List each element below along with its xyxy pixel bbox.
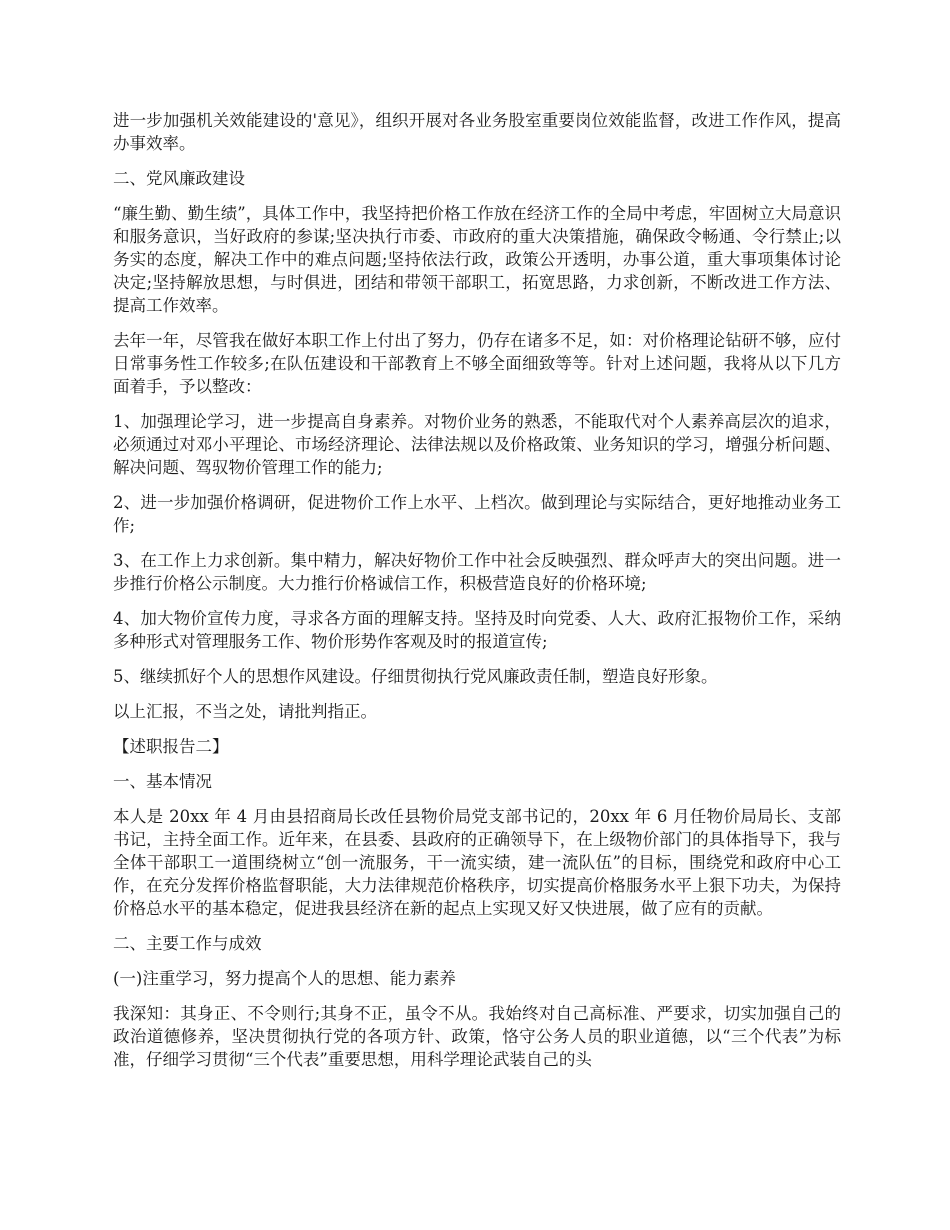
paragraph-shortcomings: 去年一年，尽管我在做好本职工作上付出了努力，仍存在诸多不足，如：对价格理论钻研不够，应付日常事务性工作较多;在队伍建设和干部教育上不够全面细致等等。针对上述问题，我将从以下几方面着手，予以整改： xyxy=(113,331,841,396)
document-body xyxy=(113,109,841,1083)
paragraph-study: 我深知：其身正、不令则行;其身不正，虽令不从。我始终对自己高标准、严要求，切实加强自己的政治道德修养，坚决贯彻执行党的各项方针、政策，恪守公务人员的职业道德，以“三个代表”为标准，仔细学习贯彻“三个代表”重要思想，用科学理论武装自己的头 xyxy=(113,1004,841,1069)
list-item-1: 1、加强理论学习，进一步提高自身素养。对物价业务的熟悉，不能取代对个人素养高层次的追求，必须通过对邓小平理论、市场经济理论、法律法规以及价格政策、业务知识的学习，增强分析问题、解决问题、驾驭物价管理工作的能力; xyxy=(113,412,841,477)
heading-study: (一)注重学习，努力提高个人的思想、能力素养 xyxy=(113,969,456,988)
heading-basic-situation: 一、基本情况 xyxy=(113,772,212,791)
list-item-3: 3、在工作上力求创新。集中精力，解决好物价工作中社会反映强烈、群众呼声大的突出问题。进一步推行价格公示制度。大力推行价格诚信工作，积极营造良好的价格环境; xyxy=(113,551,841,593)
paragraph-efficiency-opinion: 进一步加强机关效能建设的'意见》，组织开展对各业务股室重要岗位效能监督，改进工作作风，提高办事效率。 xyxy=(113,111,841,153)
heading-main-work: 二、主要工作与成效 xyxy=(113,934,262,953)
list-item-2: 2、进一步加强价格调研，促进物价工作上水平、上档次。做到理论与实际结合，更好地推动业务工作; xyxy=(113,493,841,535)
paragraph-basic-situation: 本人是 20xx 年 4 月由县招商局长改任县物价局党支部书记的，20xx 年 6 月任物价局局长、支部书记，主持全面工作。近年来，在县委、县政府的正确领导下，在上级物价部门的具体指导下，我与全体干部职工一道围绕树立“创一流服务，干一流实绩，建一流队伍”的目标，围绕党和政府中心工作，在充分发挥价格监督职能，大力法律规范价格秩序，切实提高价格服务水平上狠下功夫，为保持价格总水平的基本稳定，促进我县经济在新的起点上实现又好又快进展，做了应有的贡献。 xyxy=(113,807,841,918)
paragraph-integrity-work: “廉生勤、勤生绩”，具体工作中，我坚持把价格工作放在经济工作的全局中考虑，牢固树立大局意识和服务意识，当好政府的参谋;坚决执行市委、市政府的重大决策措施，确保政令畅通、令行禁止;以务实的态度，解决工作中的难点问题;坚持依法行政，政策公开透明，办事公道，重大事项集体讨论决定;坚持解放思想，与时俱进，团结和带领干部职工，拓宽思路，力求创新，不断改进工作方法、提高工作效率。 xyxy=(113,204,841,315)
list-item-4: 4、加大物价宣传力度，寻求各方面的理解支持。坚持及时向党委、人大、政府汇报物价工作，采纳多种形式对管理服务工作、物价形势作客观及时的报道宣传; xyxy=(113,609,841,651)
heading-party-integrity: 二、党风廉政建设 xyxy=(113,169,245,188)
list-item-5: 5、继续抓好个人的思想作风建设。仔细贯彻执行党风廉政责任制，塑造良好形象。 xyxy=(113,667,718,686)
heading-report-two: 【述职报告二】 xyxy=(113,737,229,756)
paragraph-closing: 以上汇报，不当之处，请批判指正。 xyxy=(113,702,377,721)
